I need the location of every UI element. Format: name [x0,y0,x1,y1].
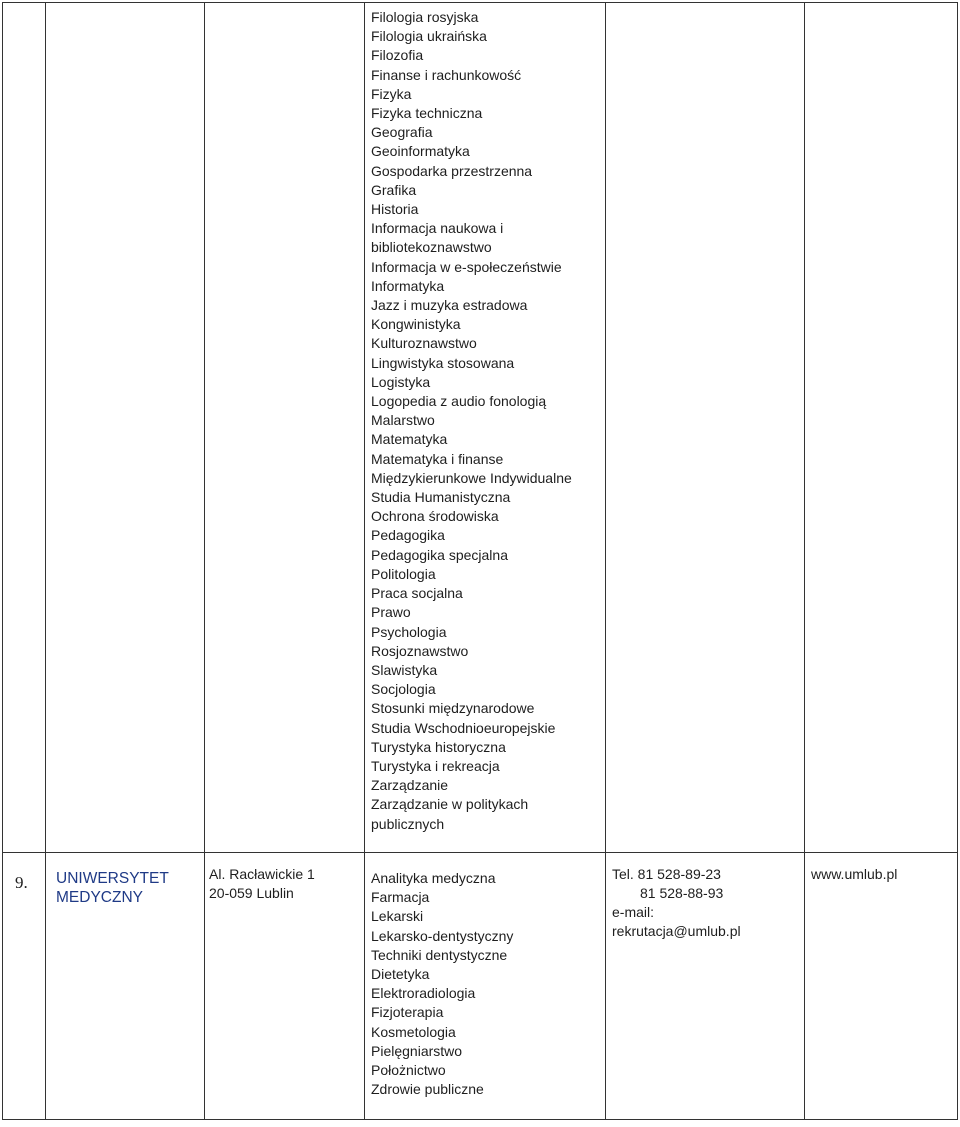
program-item: Logistyka [371,373,431,390]
program-item: Fizjoterapia [371,1004,444,1021]
program-item: Międzykierunkowe Indywidualne [371,469,572,486]
program-item: Malarstwo [371,412,435,429]
number-cell [3,853,46,1120]
program-item: Techniki dentystyczne [371,946,508,963]
universities-table [2,2,958,1120]
university-name [46,853,204,907]
program-item: Geografia [371,124,433,141]
program-item: Położnictwo [371,1062,446,1079]
program-item: Kongwinistyka [371,316,461,333]
program-item: Socjologia [371,681,436,698]
phone-primary: Tel. 81 528-89-23 [612,866,721,882]
program-item: Informacja naukowa i [371,220,504,237]
program-item: Matematyka [371,431,448,448]
program-item: Dietetyka [371,966,430,983]
program-item: Filologia ukraińska [371,28,487,45]
program-item: Matematyka i finanse [371,450,504,467]
university-address [205,853,364,903]
program-item: Zarządzanie w politykach [371,796,529,813]
program-item: Stosunki międzynarodowe [371,700,535,717]
program-item: Turystyka historyczna [371,738,506,755]
table-row [3,3,958,853]
university-name-cell [46,3,205,853]
program-item: publicznych [371,815,445,832]
program-item: Geoinformatyka [371,143,470,160]
program-item: Kosmetologia [371,1023,456,1040]
program-item: Lekarski [371,908,424,925]
phone-secondary: 81 528-88-93 [640,885,724,901]
university-name-line: UNIWERSYTET [56,870,169,887]
program-item: Gospodarka przestrzenna [371,162,533,179]
website-cell [805,3,958,853]
university-name-line: MEDYCZNY [56,889,143,906]
program-item: Logopedia z audio fonologią [371,393,547,410]
contact-cell [606,853,805,1120]
program-item: Analityka medyczna [371,870,496,886]
website-cell [805,853,958,1120]
address-street: Al. Racławickie 1 [209,866,315,882]
programs-cell [365,853,606,1120]
program-item: Fizyka techniczna [371,105,483,122]
program-item: Filologia rosyjska [371,9,479,25]
program-item: Finanse i rachunkowość [371,66,522,83]
program-item: Pedagogika [371,527,445,544]
program-item: Informacja w e-społeczeństwie [371,258,562,275]
programs-list [365,853,605,1099]
program-item: Turystyka i rekreacja [371,757,500,774]
website-url: www.umlub.pl [811,866,898,882]
contact-cell [606,3,805,853]
program-item: Lingwistyka stosowana [371,354,515,371]
email-label: e-mail: [612,904,655,920]
programs-list [365,3,605,834]
program-item: Filozofia [371,47,424,64]
program-item: Informatyka [371,277,445,294]
program-item: Kulturoznawstwo [371,335,477,352]
email-address: rekrutacja@umlub.pl [612,923,741,939]
program-item: Praca socjalna [371,585,463,602]
university-name-cell [46,853,205,1120]
program-item: Historia [371,201,419,218]
programs-cell [365,3,606,853]
program-item: Ochrona środowiska [371,508,499,525]
program-item: Elektroradiologia [371,985,476,1002]
program-item: bibliotekoznawstwo [371,239,492,256]
program-item: Studia Wschodnioeuropejskie [371,719,556,736]
program-item: Rosjoznawstwo [371,642,469,659]
program-item: Politologia [371,565,436,582]
table-row [3,853,958,1120]
number-cell [3,3,46,853]
program-item: Zarządzanie [371,777,449,794]
program-item: Slawistyka [371,661,438,678]
program-item: Pedagogika specjalna [371,546,508,563]
program-item: Lekarsko-dentystyczny [371,927,514,944]
address-city: 20-059 Lublin [209,885,294,901]
program-item: Psychologia [371,623,447,640]
program-item: Prawo [371,604,411,621]
program-item: Zdrowie publiczne [371,1081,484,1098]
program-item: Studia Humanistyczna [371,489,511,506]
program-item: Grafika [371,181,417,198]
row-number: 9. [15,873,28,892]
address-cell [205,3,365,853]
contact-info [606,853,804,941]
program-item: Farmacja [371,889,430,906]
program-item: Pielęgniarstwo [371,1042,463,1059]
program-item: Fizyka [371,85,412,102]
program-item: Jazz i muzyka estradowa [371,297,528,314]
address-cell [205,853,365,1120]
